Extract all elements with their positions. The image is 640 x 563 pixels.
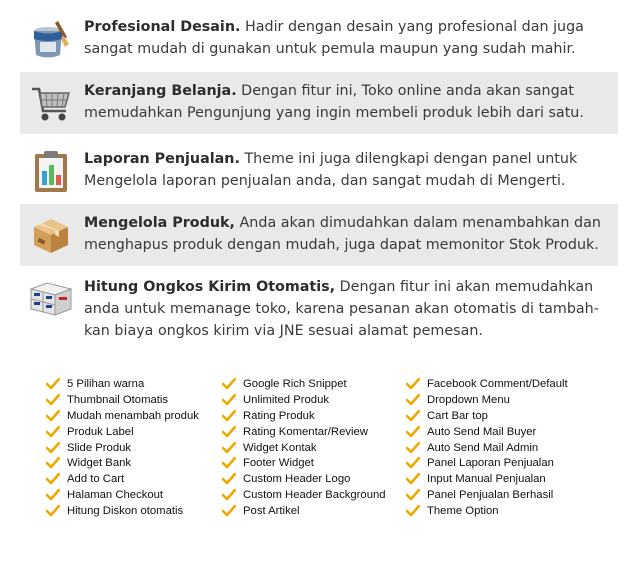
- checkmark-icon: [46, 378, 60, 390]
- feature-title: Laporan Penjualan.: [84, 151, 240, 167]
- checkmark-icon: [46, 442, 60, 454]
- checkmark-icon: [406, 394, 420, 406]
- checkmark-icon: [406, 473, 420, 485]
- package-box-icon: [28, 212, 74, 258]
- checklist-column: [406, 376, 626, 519]
- checklist-item: Add to Cart: [46, 471, 222, 487]
- feature-description: Theme ini juga dilengkapi dengan panel untuk Mengelola laporan penjualan anda, dan sangat mudah di Mengerti.: [84, 151, 578, 189]
- paint-bucket-icon: [28, 16, 74, 62]
- feature-checklist: [46, 376, 636, 519]
- checkmark-icon: [222, 394, 236, 406]
- checklist-item: Google Rich Snippet: [222, 376, 406, 392]
- clipboard-report-icon: [28, 148, 74, 194]
- feature-description: Anda akan dimudahkan dalam menambahkan dan menghapus produk dengan mudah, juga dapat memonitor Stok Produk.: [84, 215, 601, 253]
- checklist-item: Footer Widget: [222, 455, 406, 471]
- checkmark-icon: [406, 489, 420, 501]
- checklist-item: Slide Produk: [46, 440, 222, 456]
- checkmark-icon: [46, 505, 60, 517]
- checklist-item: Input Manual Penjualan: [406, 471, 626, 487]
- checklist-item: Auto Send Mail Buyer: [406, 424, 626, 440]
- checklist-item: 5 Pilihan warna: [46, 376, 222, 392]
- checkmark-icon: [46, 489, 60, 501]
- checklist-item: Rating Komentar/Review: [222, 424, 406, 440]
- feature-title: Keranjang Belanja.: [84, 83, 237, 99]
- checkmark-icon: [406, 442, 420, 454]
- feature-laporan-penjualan: [20, 140, 618, 202]
- checklist-item: Custom Header Logo: [222, 471, 406, 487]
- jne-boxes-icon: [28, 276, 74, 322]
- checkmark-icon: [46, 473, 60, 485]
- checklist-item: Theme Option: [406, 503, 626, 519]
- checkmark-icon: [406, 410, 420, 422]
- checkmark-icon: [46, 426, 60, 438]
- feature-description: Dengan fitur ini, Toko online anda akan sangat memudahkan Pengunjung yang ingin membeli produk lebih dari satu.: [84, 83, 584, 121]
- checkmark-icon: [222, 489, 236, 501]
- checkmark-icon: [222, 378, 236, 390]
- checklist-item: Auto Send Mail Admin: [406, 440, 626, 456]
- checklist-item: Dropdown Menu: [406, 392, 626, 408]
- feature-title: Profesional Desain.: [84, 19, 241, 35]
- checklist-item: Widget Bank: [46, 455, 222, 471]
- checkmark-icon: [222, 473, 236, 485]
- checklist-column: [46, 376, 222, 519]
- feature-title: Hitung Ongkos Kirim Otomatis,: [84, 279, 336, 295]
- checklist-item: Thumbnail Otomatis: [46, 392, 222, 408]
- checklist-item: Hitung Diskon otomatis: [46, 503, 222, 519]
- feature-title: Mengelola Produk,: [84, 215, 235, 231]
- checkmark-icon: [222, 426, 236, 438]
- checkmark-icon: [222, 505, 236, 517]
- feature-ongkos-kirim: [20, 268, 618, 350]
- checkmark-icon: [46, 410, 60, 422]
- feature-mengelola-produk: [20, 204, 618, 266]
- checklist-item: Panel Laporan Penjualan: [406, 455, 626, 471]
- feature-description: Dengan fitur ini akan memudahkan anda untuk memanage toko, karena pesanan akan otomatis di tambah-kan biaya ongkos kirim via JNE sesuai alamat pemesan.: [84, 279, 599, 339]
- checklist-item: Produk Label: [46, 424, 222, 440]
- checklist-column: [222, 376, 406, 519]
- checklist-item: Custom Header Background: [222, 487, 406, 503]
- shopping-cart-icon: [28, 80, 74, 126]
- checkmark-icon: [46, 394, 60, 406]
- checkmark-icon: [406, 426, 420, 438]
- checklist-item: Cart Bar top: [406, 408, 626, 424]
- feature-keranjang-belanja: [20, 72, 618, 134]
- feature-description: Hadir dengan desain yang profesional dan juga sangat mudah di gunakan untuk pemula maupun yang sudah mahir.: [84, 19, 584, 57]
- checkmark-icon: [222, 457, 236, 469]
- checklist-item: Post Artikel: [222, 503, 406, 519]
- checklist-item: Unlimited Produk: [222, 392, 406, 408]
- checkmark-icon: [406, 505, 420, 517]
- checkmark-icon: [222, 410, 236, 422]
- checkmark-icon: [46, 457, 60, 469]
- checklist-item: Mudah menambah produk: [46, 408, 222, 424]
- checklist-item: Facebook Comment/Default: [406, 376, 626, 392]
- feature-profesional-desain: [20, 8, 618, 70]
- checklist-item: Halaman Checkout: [46, 487, 222, 503]
- checkmark-icon: [406, 378, 420, 390]
- checkmark-icon: [222, 442, 236, 454]
- checkmark-icon: [406, 457, 420, 469]
- checklist-item: Widget Kontak: [222, 440, 406, 456]
- checklist-item: Rating Produk: [222, 408, 406, 424]
- checklist-item: Panel Penjualan Berhasil: [406, 487, 626, 503]
